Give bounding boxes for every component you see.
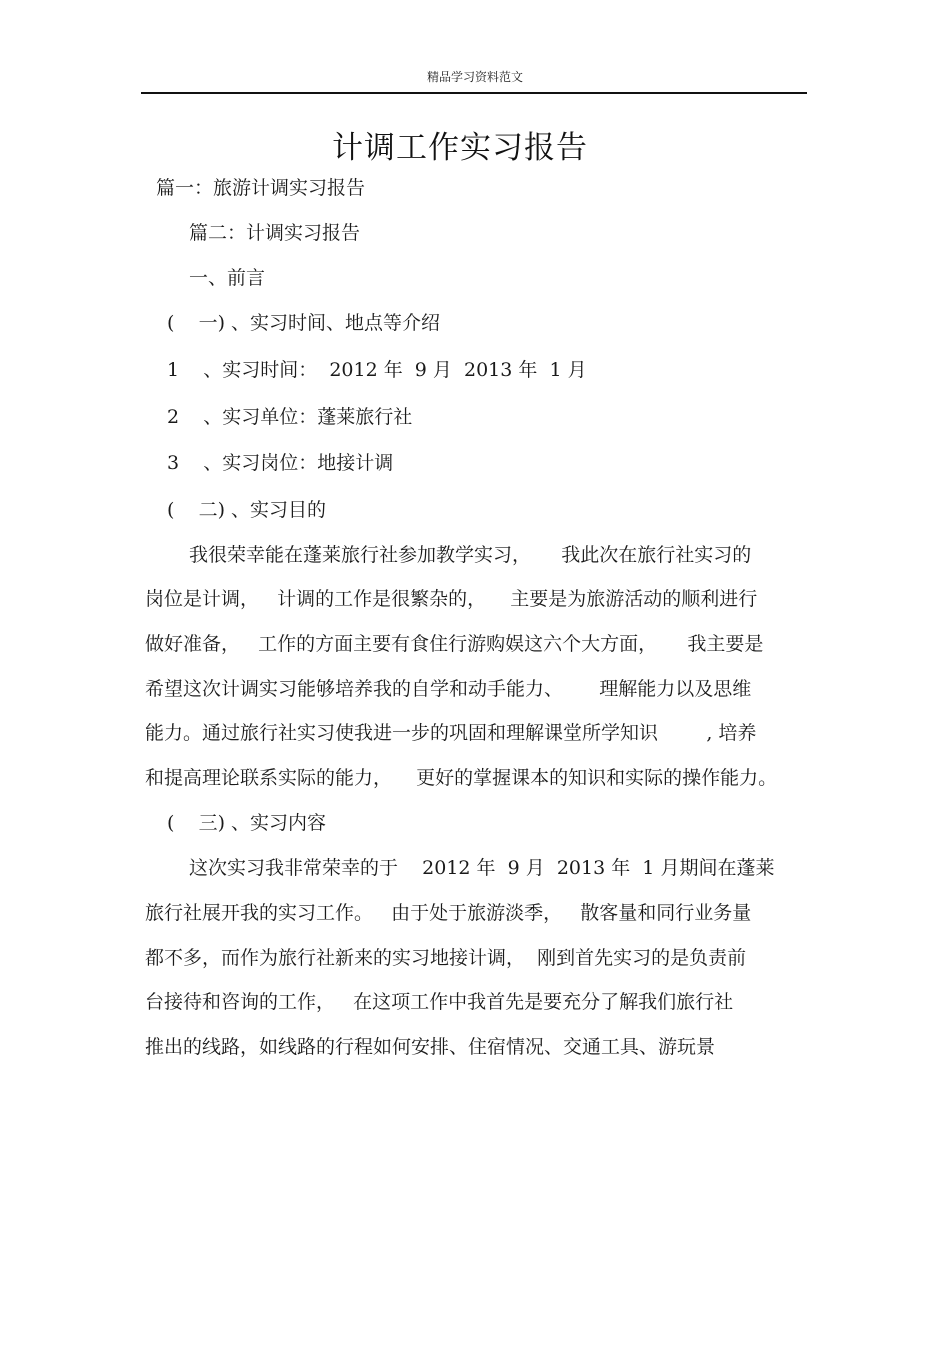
paragraph-line: 岗位是计调， 计调的工作是很繁杂的， 主要是为旅游活动的顺利进行 [145,588,758,610]
paragraph-line: 推出的线路，如线路的行程如何安排、住宿情况、交通工具、游玩景 [145,1036,716,1058]
subsection-heading-1: ( 一) 、实习时间、地点等介绍 [167,312,441,334]
paragraph-line: 我很荣幸能在蓬莱旅行社参加教学实习， 我此次在旅行社实习的 [189,544,752,566]
paragraph-line: 希望这次计调实习能够培养我的自学和动手能力、 理解能力以及思维 [145,678,752,700]
section-heading-2: 篇二：计调实习报告 [189,222,361,244]
paragraph-line: 能力。通过旅行社实习使我进一步的巩固和理解课堂所学知识 , 培养 [145,722,757,744]
section-heading-1: 篇一：旅游计调实习报告 [156,177,366,199]
paragraph-line: 台接待和咨询的工作， 在这项工作中我首先是要充分了解我们旅行社 [145,991,734,1013]
chapter-heading-preface: 一、前言 [189,267,266,289]
subsection-heading-3: ( 三) 、实习内容 [167,812,327,834]
list-item-time: 1 、实习时间： 2012 年 9 月 2013 年 1 月 [167,359,587,381]
paragraph-line: 这次实习我非常荣幸的于 2012 年 9 月 2013 年 1 月期间在蓬莱 [189,857,775,879]
subsection-heading-2: ( 二) 、实习目的 [167,499,327,521]
page-header: 精品学习资料范文 [426,70,523,84]
list-item-unit: 2 、实习单位：蓬莱旅行社 [167,406,413,428]
paragraph-line: 和提高理论联系实际的能力， 更好的掌握课本的知识和实际的操作能力。 [145,767,778,789]
document-title: 计调工作实习报告 [332,130,588,166]
list-item-position: 3 、实习岗位：地接计调 [167,452,394,474]
header-divider [141,92,807,94]
paragraph-line: 旅行社展开我的实习工作。 由于处于旅游淡季， 散客量和同行业务量 [145,902,752,924]
paragraph-line: 都不多，而作为旅行社新来的实习地接计调， 刚到首先实习的是负责前 [145,947,747,969]
paragraph-line: 做好准备， 工作的方面主要有食住行游购娱这六个大方面， 我主要是 [145,633,764,655]
